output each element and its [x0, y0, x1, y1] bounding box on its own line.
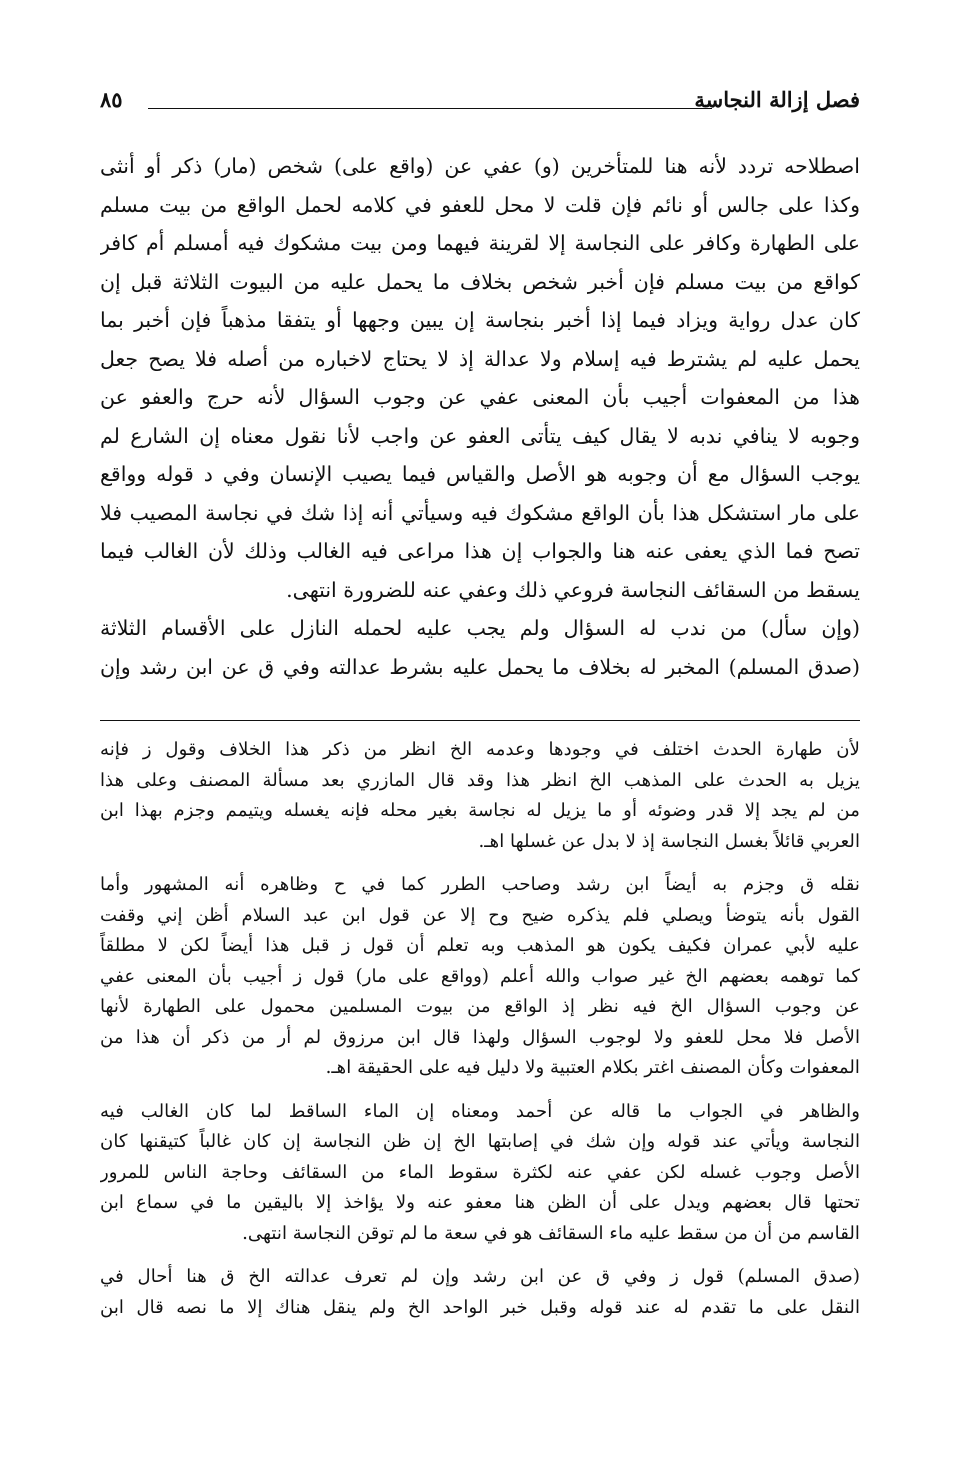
running-header: [100, 85, 860, 125]
note-line: نقله ق وجزم به أيضاً ابن رشد وصاحب الطرر كما في ح وظاهره أنه المشهور وأما: [100, 874, 860, 895]
page-number: ٨٥: [100, 87, 123, 112]
main-line: كواقع من بيت مسلم فإن أخبر شخص بخلاف ما يحمل عليه من البيوت الثلاثة قبل إن: [100, 269, 860, 294]
note-line: الأصل وجوب غسله لكن عفي عنه لكثرة سقوط الماء من السقائف وحاجة الناس للمرور: [100, 1161, 860, 1183]
main-line: على مار استشكل هذا بأن الواقع مشكوك فيه وسيأتي أنه إذا شك في نجاسة المصيب فلا: [100, 500, 860, 525]
chapter-title: فصل إزالة النجاسة: [694, 87, 860, 112]
note-line: النجاسة ويأتي عند قوله وإن شك في إصابتها الخ إن ظن النجاسة إن كان غالباً كتيقنها كان: [100, 1131, 860, 1152]
main-line: (وإن سأل) من ندب له السؤال ولم يجب عليه لحمله النازل على الأقسام الثلاثة: [100, 616, 860, 640]
note-line: عليه لأبي عمران فكيف يكون هو المذهب وبه تعلم أن قول ز قبل هذا أيضاً لكن لا مطلقاً: [100, 935, 860, 956]
main-line: يسقط من السقائف النجاسة فروعي ذلك وعفي عنه للضرورة انتهى.: [286, 577, 860, 602]
main-line: هذا من المعفوات أجيب بأن المعنى عفي عن وجوب السؤال لأنه حرج والعفو عن: [100, 385, 860, 409]
note-line: المعفوات وكأن المصنف اغتر بكلام العتبية ولا دليل فيه على الحقيقة اهـ.: [325, 1057, 860, 1078]
main-line: يحمل عليه لم يشترط فيه إسلام ولا عدالة إذ لا يحتاج لاخباره من أصله فلا يصح جعل: [100, 346, 860, 371]
note-line: عن وجوب السؤال الخ فيه نظر إذ الواقع من بيوت المسلمين محمول على الطهارة لأنها: [100, 996, 860, 1017]
note-line: (صدق المسلم) قول ز وفي ق عن ابن رشد وإن لم تعرف عدالته الخ ق هنا أحال في: [100, 1266, 860, 1287]
main-text: [100, 147, 860, 686]
note-line: تحتها قال بعضهم ويدل على أن الظن هنا معفو عنه ولا يؤاخذ إلا باليقين ما في سماع ابن: [100, 1192, 860, 1213]
note-line: الأصل فلا محل للعفو ولا لوجوب السؤال ولهذا قال ابن مرزوق لم أر من ذكر أن هذا من: [100, 1026, 860, 1048]
main-line: على الطهارة وكافر على النجاسة إلا لقرينة فيهما ومن بيت مشكوك فيه أمسلم أم كافر: [100, 231, 860, 255]
note-line: يزيل به الحدث على المذهب الخ انظر هذا وقد قال المازري بعد مسألة المصنف وعلى هذا: [100, 769, 860, 791]
note-line: النقل على ما تقدم له عند قوله وقبل خبر الواحد الخ ولم ينقل هناك إلا ما نصه قال ابن: [100, 1296, 860, 1318]
main-line: كان عدل رواية ويزاد فيما إذا أخبر بنجاسة إن يبين وجهها أو يتفقا مذهباً فإن أخبر بما: [100, 308, 860, 332]
note-line: لأن طهارة الحدث اختلف في وجودها وعدمه الخ انظر من ذكر هذا الخلاف وقول ز فإنه: [100, 739, 860, 760]
note-line: والظاهر في الجواب ما قاله عن أحمد ومعناه إن الماء الساقط لما كان الغالب فيه: [100, 1100, 860, 1122]
main-line: تصح فما الذي يعفى عنه هنا والجواب إن هذا مراعى فيه الغالب وذلك لأن الغالب فيما: [100, 539, 860, 563]
note-line: من لم يجد إلا قدر وضوئه أو ما يزيل له نجاسة بغير محله فإنه يغسله ويتيمم وجزم بهذا ابن: [100, 800, 860, 821]
main-line: وكذا على جالس أو نائم فإن قلت لا محل للعفو في كلامه لحمل الواقع من بيت مسلم: [100, 192, 860, 217]
main-line: (صدق المسلم) المخبر له بخلاف ما يحمل عليه بشرط عدالته وفي ق عن ابن رشد وإن: [100, 654, 860, 679]
note-line: كما توهمه بعضهم الخ غير صواب والله أعلم (وواقع على مار) قول ز أجيب بأن المعنى عفي: [100, 965, 860, 987]
commentary-text: [100, 735, 860, 1323]
header-rule: [148, 108, 712, 109]
footnote-divider: [100, 720, 860, 721]
main-line: يوجب السؤال مع أن وجوبه هو الأصل والقياس فيما يصيب الإنسان وفي د قوله وواقع: [100, 462, 860, 486]
main-line: اصطلاحه تردد لأنه هنا للمتأخرين (و) عفي عن (واقع على) شخص (مار) ذكر أو أنثى: [100, 154, 860, 178]
note-line: العربي قائلاً بغسل النجاسة إذ لا بدل عن غسلها اهـ.: [478, 830, 860, 852]
note-line: القاسم من أن من سقط عليه ماء السقائف هو في سعة ما لم توقن النجاسة انتهى.: [242, 1222, 860, 1244]
note-line: القول بأنه يتوضأ ويصلي فلم يذكره ضيح وح إلا عن قول ابن عبد السلام أظن إني وقفت: [100, 904, 860, 926]
main-line: وجوبه لا ينافي ندبه لا يقال كيف يتأتى العفو عن واجب لأنا نقول معناه إن الشارع لم: [100, 423, 860, 448]
